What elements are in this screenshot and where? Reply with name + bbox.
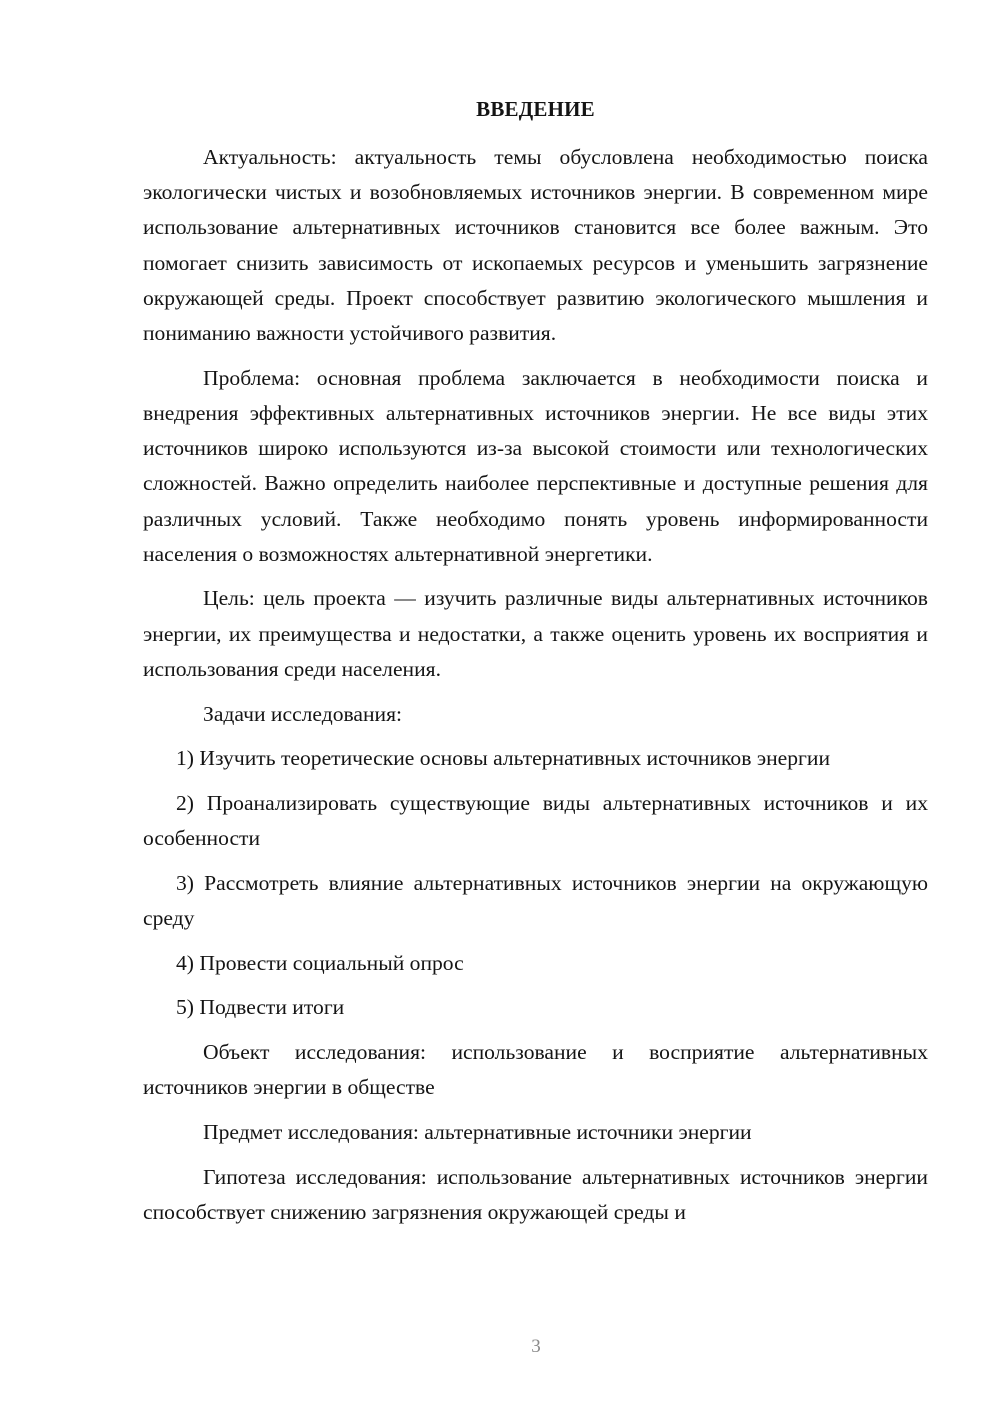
- tasks-heading: Задачи исследования:: [203, 701, 403, 726]
- subject-paragraph: Предмет исследования: альтернативные источники энергии: [203, 1120, 752, 1145]
- task-item-2: 2) Проанализировать существующие виды альтернативных источников и их особенности: [143, 790, 928, 851]
- task-item-1: 1) Изучить теоретические основы альтернативных источников энергии: [176, 746, 831, 771]
- section-title: ВВЕДЕНИЕ: [476, 97, 595, 121]
- document-page: [143, 92, 928, 1240]
- page-number: 3: [531, 1336, 541, 1357]
- task-item-4: 4) Провести социальный опрос: [176, 950, 464, 975]
- goal-paragraph: Цель: цель проекта — изучить различные виды альтернативных источников энергии, их преимущества и недостатки, а также оценить уровень их восприятия и использования среди населения.: [143, 586, 928, 681]
- object-paragraph: Объект исследования: использование и восприятие альтернативных источников энергии в обществе: [143, 1040, 928, 1100]
- task-item-3: 3) Рассмотреть влияние альтернативных источников энергии на окружающую среду: [143, 870, 928, 931]
- hypothesis-paragraph: Гипотеза исследования: использование альтернативных источников энергии способствует снижению загрязнения окружающей среды и: [143, 1164, 928, 1224]
- relevance-paragraph: Актуальность: актуальность темы обусловлена необходимостью поиска экологически чистых и возобновляемых источников энергии. В современном мире использование альтернативных источников становится все более важным. Это помогает снизить зависимость от ископаемых ресурсов и уменьшить загрязнение окружающей среды. Проект способствует развитию экологического мышления и пониманию важности устойчивого развития.: [143, 145, 928, 346]
- problem-paragraph: Проблема: основная проблема заключается в необходимости поиска и внедрения эффективных альтернативных источников энергии. Не все виды этих источников широко используются из-за высокой стоимости или технологических сложностей. Важно определить наиболее перспективные и доступные решения для различных условий. Также необходимо понять уровень информированности населения о возможностях альтернативной энергетики.: [143, 365, 928, 566]
- task-item-5: 5) Подвести итоги: [176, 995, 345, 1020]
